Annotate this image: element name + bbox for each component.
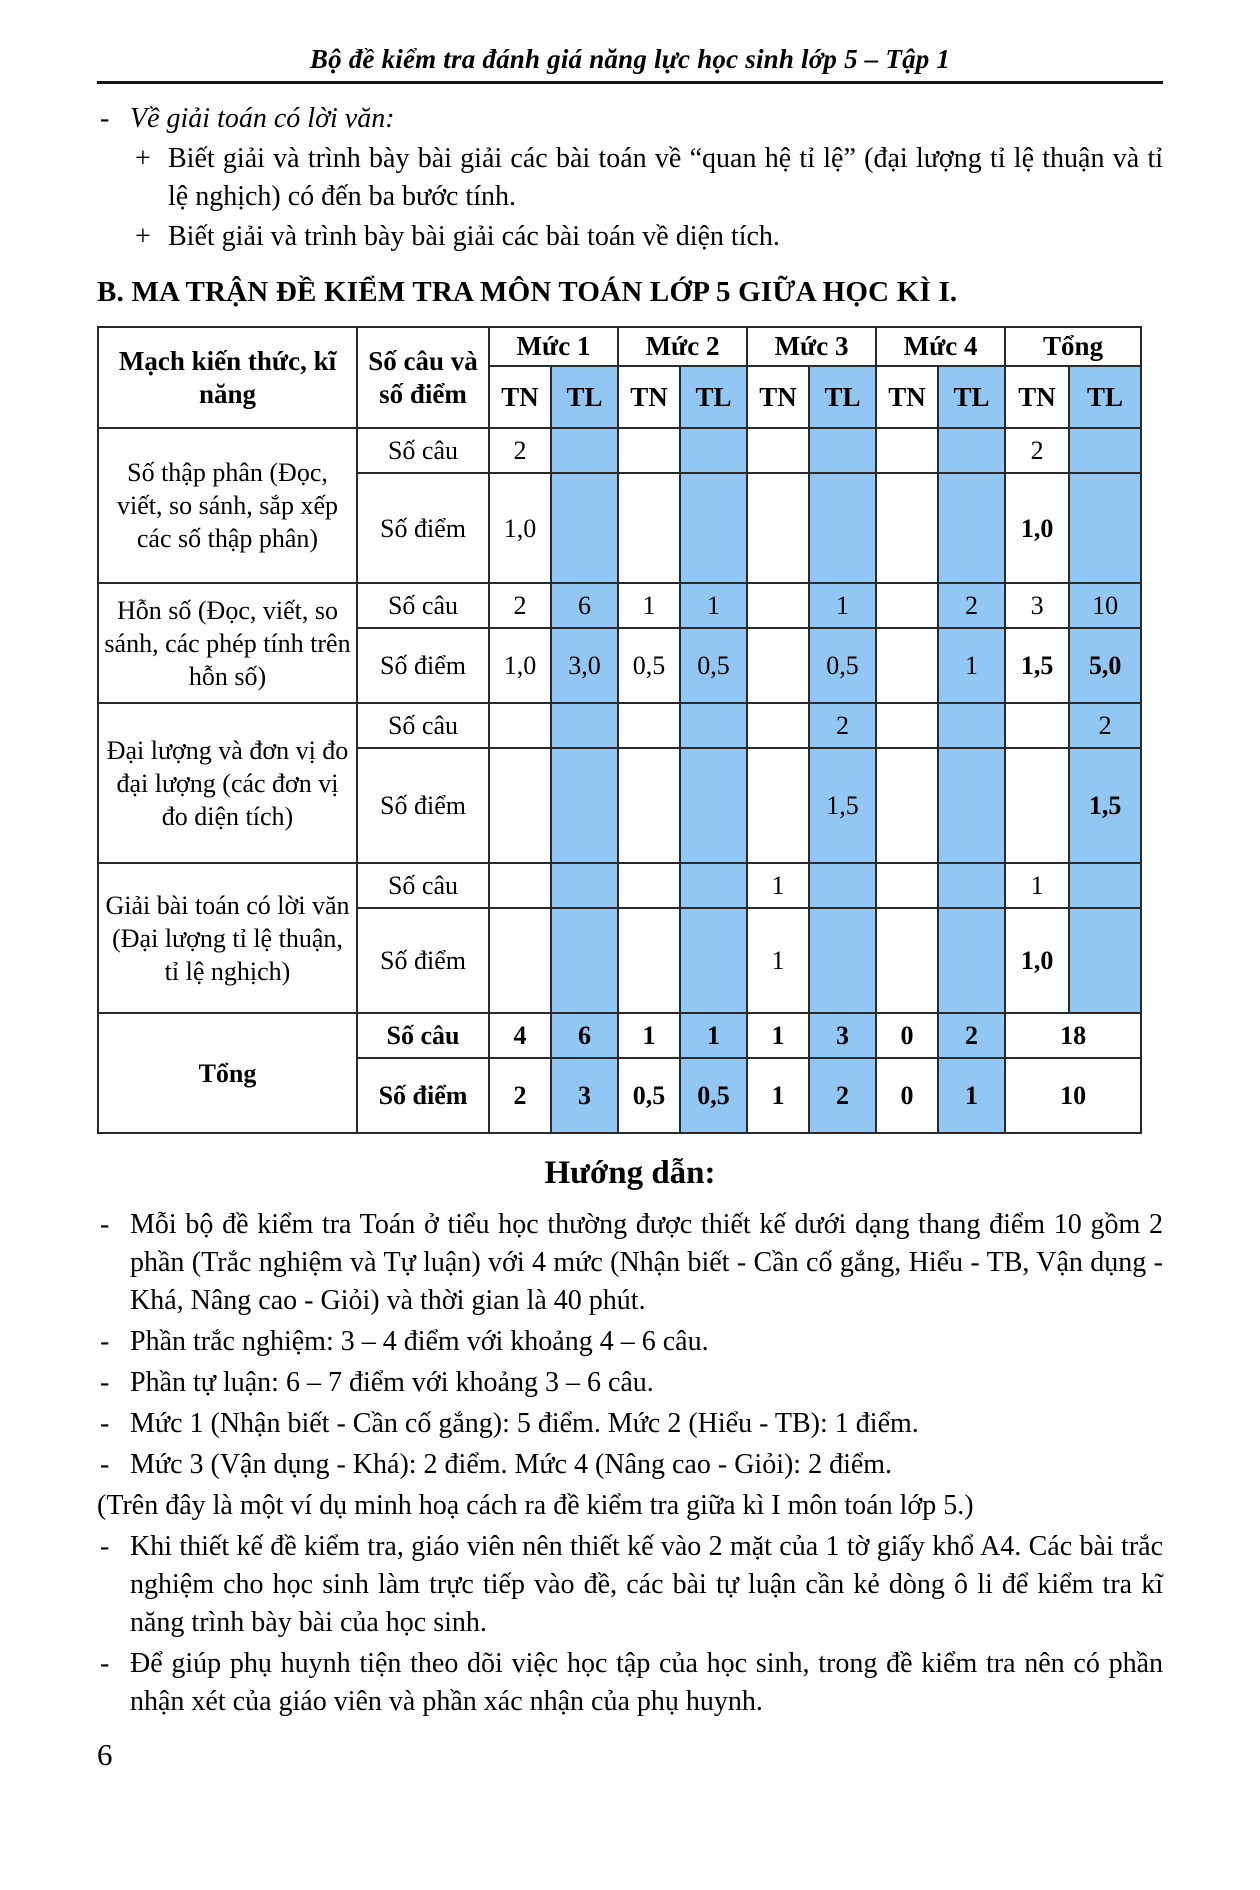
total-label-cell: Tổng: [98, 1013, 357, 1133]
value-cell: 2: [1069, 703, 1141, 748]
value-cell: [618, 748, 680, 863]
value-cell: [747, 428, 809, 473]
dash-bullet: -: [100, 1367, 110, 1398]
page-number: 6: [97, 1737, 113, 1772]
value-cell: 2: [489, 583, 551, 628]
topic-cell: Hỗn số (Đọc, viết, so sánh, các phép tính trên hỗn số): [98, 583, 357, 703]
list-item: [97, 218, 1163, 256]
tn-header: TN: [876, 366, 938, 428]
tl-header: TL: [1069, 366, 1141, 428]
value-cell: [876, 428, 938, 473]
value-cell: [1005, 703, 1069, 748]
value-cell: 6: [551, 1013, 618, 1058]
value-cell: 1,5: [1005, 628, 1069, 703]
value-cell: [551, 908, 618, 1013]
value-cell: 1: [747, 1013, 809, 1058]
value-cell: 1: [747, 863, 809, 908]
table-row: [98, 428, 1141, 473]
value-cell: [809, 908, 876, 1013]
guide-heading: Hướng dẫn:: [544, 1155, 716, 1191]
value-cell: [489, 748, 551, 863]
value-cell: [876, 863, 938, 908]
value-cell: 1: [680, 1013, 747, 1058]
value-cell: [618, 908, 680, 1013]
value-cell: 1: [747, 1058, 809, 1133]
list-item: [97, 140, 1163, 216]
topic-cell: Đại lượng và đơn vị đo đại lượng (các đơn vị đo diện tích): [98, 703, 357, 863]
row-label: Số điểm: [357, 908, 489, 1013]
header-rule: [97, 81, 1163, 84]
value-cell: [680, 908, 747, 1013]
value-cell: [809, 428, 876, 473]
value-cell: 2: [938, 1013, 1005, 1058]
row-label: Số câu: [357, 863, 489, 908]
tn-header: TN: [618, 366, 680, 428]
value-cell: 0,5: [809, 628, 876, 703]
corner-header-cell: Mạch kiến thức, kĩ năng: [98, 327, 357, 428]
value-cell: 3: [551, 1058, 618, 1133]
dash-bullet: -: [100, 103, 110, 134]
topic-cell: Số thập phân (Đọc, viết, so sánh, sắp xếp các số thập phân): [98, 428, 357, 583]
value-cell: [938, 748, 1005, 863]
tn-header: TN: [1005, 366, 1069, 428]
tn-header: TN: [489, 366, 551, 428]
value-cell: 3: [809, 1013, 876, 1058]
plus-bullet: +: [135, 221, 151, 252]
value-cell: [1069, 863, 1141, 908]
value-cell: [747, 473, 809, 583]
value-cell: [489, 863, 551, 908]
tn-header: TN: [747, 366, 809, 428]
value-cell: [551, 473, 618, 583]
value-cell: [747, 583, 809, 628]
value-cell: [618, 428, 680, 473]
intro-list: [97, 100, 1163, 256]
value-cell: 0,5: [680, 1058, 747, 1133]
value-cell: 1,0: [489, 628, 551, 703]
value-cell: 0: [876, 1013, 938, 1058]
value-cell: 3,0: [551, 628, 618, 703]
value-cell: [876, 748, 938, 863]
level-header: Mức 2: [618, 327, 747, 366]
list-item: [97, 1405, 1163, 1443]
value-cell: [1069, 428, 1141, 473]
running-header-title: Bộ đề kiểm tra đánh giá năng lực học sinh lớp 5 – Tập 1: [309, 44, 951, 74]
plus-bullet: +: [135, 143, 151, 174]
value-cell: 1: [618, 1013, 680, 1058]
dash-bullet: -: [100, 1209, 110, 1240]
list-item: [97, 1206, 1163, 1320]
value-cell: [809, 473, 876, 583]
value-cell: 4: [489, 1013, 551, 1058]
value-cell: 6: [551, 583, 618, 628]
list-item: [97, 100, 1163, 138]
value-cell: 0: [876, 1058, 938, 1133]
row-label: Số câu: [357, 703, 489, 748]
col2-header-cell: Số câu và số điểm: [357, 327, 489, 428]
value-cell: 5,0: [1069, 628, 1141, 703]
value-cell: 0,5: [618, 628, 680, 703]
test-matrix-table: [97, 326, 1142, 1134]
value-cell: [551, 428, 618, 473]
tl-header: TL: [680, 366, 747, 428]
topic-cell: Giải bài toán có lời văn (Đại lượng tỉ lệ thuận, tỉ lệ nghịch): [98, 863, 357, 1013]
row-label: Số điểm: [357, 473, 489, 583]
value-cell: [938, 908, 1005, 1013]
value-cell: [680, 863, 747, 908]
list-item-text: Phần tự luận: 6 – 7 điểm với khoảng 3 – 6 câu.: [130, 1367, 654, 1398]
level-header: Mức 4: [876, 327, 1005, 366]
value-cell-merged: 10: [1005, 1058, 1141, 1133]
list-item-text: Để giúp phụ huynh tiện theo dõi việc học tập của học sinh, trong đề kiểm tra nên có phần nhận xét của giáo viên và phần xác nhận của phụ huynh.: [130, 1648, 1163, 1717]
value-cell: [876, 473, 938, 583]
value-cell: [938, 473, 1005, 583]
list-item-text: Biết giải và trình bày bài giải các bài toán về diện tích.: [168, 221, 780, 252]
value-cell: 2: [809, 1058, 876, 1133]
value-cell: 10: [1069, 583, 1141, 628]
list-item-text: Phần trắc nghiệm: 3 – 4 điểm với khoảng 4 – 6 câu.: [130, 1326, 709, 1357]
value-cell: [618, 863, 680, 908]
row-label: Số điểm: [357, 1058, 489, 1133]
list-item: [97, 1323, 1163, 1361]
table-row-total: [98, 1013, 1141, 1058]
value-cell: [680, 748, 747, 863]
row-label: Số điểm: [357, 748, 489, 863]
value-cell: [1069, 908, 1141, 1013]
list-item: [97, 1645, 1163, 1721]
value-cell: [938, 428, 1005, 473]
list-item: [97, 1528, 1163, 1642]
tl-header: TL: [551, 366, 618, 428]
value-cell: [1005, 748, 1069, 863]
value-cell: 1: [747, 908, 809, 1013]
value-cell: 2: [489, 428, 551, 473]
value-cell: 1: [938, 628, 1005, 703]
value-cell: 3: [1005, 583, 1069, 628]
value-cell: [551, 703, 618, 748]
value-cell: [938, 863, 1005, 908]
value-cell: [489, 703, 551, 748]
value-cell: [1069, 473, 1141, 583]
row-label: Số câu: [357, 1013, 489, 1058]
value-cell: [876, 583, 938, 628]
value-cell: 0,5: [618, 1058, 680, 1133]
value-cell: [618, 473, 680, 583]
value-cell: 1,0: [1005, 473, 1069, 583]
value-cell: [489, 908, 551, 1013]
row-label: Số câu: [357, 583, 489, 628]
row-label: Số câu: [357, 428, 489, 473]
tl-header: TL: [938, 366, 1005, 428]
dash-bullet: -: [100, 1531, 110, 1562]
value-cell-merged: 18: [1005, 1013, 1141, 1058]
value-cell: 1,5: [1069, 748, 1141, 863]
value-cell: 2: [489, 1058, 551, 1133]
value-cell: [876, 628, 938, 703]
value-cell: 1,0: [1005, 908, 1069, 1013]
tl-header: TL: [809, 366, 876, 428]
dash-bullet: -: [100, 1648, 110, 1679]
value-cell: 1: [938, 1058, 1005, 1133]
dash-bullet: -: [100, 1326, 110, 1357]
value-cell: 1: [680, 583, 747, 628]
value-cell: 1: [809, 583, 876, 628]
table-row: [98, 703, 1141, 748]
list-item-text: Khi thiết kế đề kiểm tra, giáo viên nên thiết kế vào 2 mặt của 1 tờ giấy khổ A4. Các bài trắc nghiệm cho học sinh làm trực tiếp vào đề, các bài tự luận cần kẻ dòng ô li để kiểm tra kĩ năng trình bày bài của học sinh.: [130, 1531, 1163, 1638]
value-cell: 1,0: [489, 473, 551, 583]
value-cell: [680, 703, 747, 748]
value-cell: [747, 703, 809, 748]
value-cell: [876, 703, 938, 748]
value-cell: 0,5: [680, 628, 747, 703]
value-cell: 2: [1005, 428, 1069, 473]
value-cell: 1: [1005, 863, 1069, 908]
list-item-text: Về giải toán có lời văn:: [130, 103, 395, 134]
value-cell: [618, 703, 680, 748]
value-cell: 2: [809, 703, 876, 748]
value-cell: [809, 863, 876, 908]
value-cell: [747, 748, 809, 863]
value-cell: 2: [938, 583, 1005, 628]
guide-note: (Trên đây là một ví dụ minh hoạ cách ra đề kiểm tra giữa kì I môn toán lớp 5.): [97, 1490, 974, 1521]
value-cell: [551, 748, 618, 863]
value-cell: 1,5: [809, 748, 876, 863]
level-header: Tổng: [1005, 327, 1141, 366]
list-item: [97, 1446, 1163, 1484]
dash-bullet: -: [100, 1408, 110, 1439]
level-header: Mức 1: [489, 327, 618, 366]
dash-bullet: -: [100, 1449, 110, 1480]
page-content: [97, 0, 1163, 1775]
list-item: [97, 1364, 1163, 1402]
value-cell: [938, 703, 1005, 748]
value-cell: [551, 863, 618, 908]
section-b-heading: B. MA TRẬN ĐỀ KIỂM TRA MÔN TOÁN LỚP 5 GIỮA HỌC KÌ I.: [97, 276, 958, 308]
table-row: [98, 863, 1141, 908]
row-label: Số điểm: [357, 628, 489, 703]
list-item-text: Mức 1 (Nhận biết - Cần cố gắng): 5 điểm. Mức 2 (Hiểu - TB): 1 điểm.: [130, 1408, 919, 1439]
list-item-text: Mức 3 (Vận dụng - Khá): 2 điểm. Mức 4 (Nâng cao - Giỏi): 2 điểm.: [130, 1449, 893, 1480]
value-cell: [680, 428, 747, 473]
list-item-text: Biết giải và trình bày bài giải các bài toán về “quan hệ tỉ lệ” (đại lượng tỉ lệ thuận và tỉ lệ nghịch) có đến ba bước tính.: [168, 143, 1163, 212]
list-item-text: Mỗi bộ đề kiểm tra Toán ở tiểu học thường được thiết kế dưới dạng thang điểm 10 gồm 2 phần (Trắc nghiệm và Tự luận) với 4 mức (Nhận biết - Cần cố gắng, Hiểu - TB, Vận dụng - Khá, Nâng cao - Giỏi) và thời gian là 40 phút.: [130, 1209, 1163, 1316]
value-cell: [876, 908, 938, 1013]
value-cell: 1: [618, 583, 680, 628]
level-header: Mức 3: [747, 327, 876, 366]
table-row: [98, 583, 1141, 628]
header-row-levels: [98, 327, 1141, 366]
value-cell: [747, 628, 809, 703]
value-cell: [680, 473, 747, 583]
guide-list: [97, 1206, 1163, 1721]
